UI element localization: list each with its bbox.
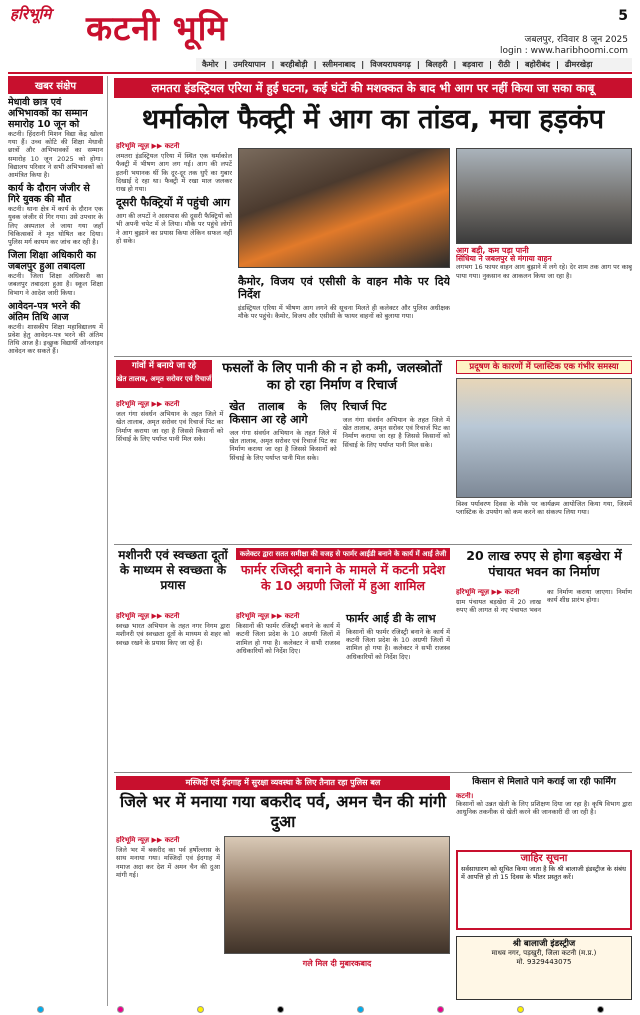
lead-body-4: लगभग 16 फायर वाहन आग बुझाने में लगे रहे। देर शाम तक आग पर काबू पाया गया। नुकसान का आकलन किया जा रहा है। bbox=[456, 263, 632, 280]
city-tag[interactable]: उमरियापान bbox=[233, 60, 266, 69]
cleanliness-text: स्वच्छ भारत अभियान के तहत नगर निगम द्वारा मशीनरी एवं स्वच्छता दूतों के माध्यम से शहर को स्वच्छ रखने के प्रयास किए जा रहे हैं। bbox=[116, 622, 230, 647]
lead-body-2: आग की लपटों ने आसपास की दूसरी फैक्ट्रियों को भी अपनी चपेट में ले लिया। मौके पर पहुंचे लोगों ने आग बुझाने का प्रयास किया लेकिन सफल नहीं हो सके। bbox=[116, 212, 232, 245]
farming-body bbox=[456, 792, 632, 846]
lead-story-col1 bbox=[116, 142, 232, 352]
photo-caption: आग बड़ी, कम पड़ा पानी bbox=[456, 246, 529, 255]
water-body: जल गंगा संवर्धन अभियान के तहत जिले में खेत तालाब, अमृत सरोवर एवं रिचार्ज पिट का निर्माण कराया जा रहा है जिससे किसानों को सिंचाई के लिए पर्याप्त पानी मिल सके। bbox=[116, 410, 224, 443]
brief-item bbox=[8, 301, 103, 356]
divider bbox=[114, 772, 632, 773]
divider bbox=[114, 544, 632, 545]
brief-title: मेधावी छात्र एवं अभिभावकों का सम्मान समारोह 10 जून को bbox=[8, 97, 88, 130]
fire-photo bbox=[238, 148, 450, 268]
water-body-2: जल गंगा संवर्धन अभियान के तहत जिले में खेत तालाब, अमृत सरोवर एवं रिचार्ज पिट का निर्माण कराया जा रहा है जिससे किसानों को सिंचाई के लिए पर्याप्त पानी मिल सके। bbox=[229, 429, 337, 462]
news-brief-column bbox=[8, 76, 108, 1006]
brief-item bbox=[8, 97, 103, 179]
bakrid-text: जिले भर में बकरीद का पर्व हर्षोल्लास के साथ मनाया गया। मस्जिदों एवं ईदगाह में नमाज अदा कर देश में अमन चैन की दुआ मांगी गई। bbox=[116, 846, 220, 879]
panchayat-text: ग्राम पंचायत बड़खेरा में 20 लाख रुपए की लागत से नए पंचायत भवन का निर्माण कराया जाएगा। निर्माण कार्य शीघ्र प्रारंभ होगा। bbox=[456, 588, 632, 615]
farming-headline[interactable]: किसान से मिलाते पाने कराई जा रही फार्मिंग bbox=[472, 777, 616, 787]
farming-text: किसानों को उन्नत खेती के लिए प्रशिक्षण दिया जा रहा है। कृषि विभाग द्वारा आधुनिक तकनीक से खेती करने की जानकारी दी जा रही है। bbox=[456, 800, 632, 817]
farmer-subhead: फार्मर आई डी के लाभ bbox=[346, 612, 436, 625]
brief-title: आवेदन-पत्र भरने की अंतिम तिथि आज bbox=[8, 300, 81, 323]
magenta-dot bbox=[437, 1006, 444, 1013]
registration-marks bbox=[0, 1004, 640, 1015]
ad-line2: मो. 9329443075 bbox=[516, 958, 572, 966]
lead-strap: लमतरा इंडस्ट्रियल एरिया में हुई घटना, कई घंटों की मशक्कत के बाद भी आग पर नहीं किया जा सका काबू bbox=[114, 78, 632, 98]
public-notice bbox=[456, 850, 632, 930]
cyan-dot bbox=[357, 1006, 364, 1013]
farmer-tag: कलेक्टर द्वारा सतत समीक्षा की वजह से फार्मर आईडी बनाने के कार्य में आई तेजी bbox=[236, 548, 450, 560]
city-tag[interactable]: बरहीबोड़ी bbox=[280, 60, 308, 69]
advertisement[interactable] bbox=[456, 936, 632, 1000]
brief-body: कटनी। हिंदरानी मिशन विद्या केंद्र खोला गया हैं। उच्च कोटि की शिक्षा मेधावी छात्रों और अभिभावकों का सम्मान समारोह 10 जून 2025 को होगा। विद्यालय परिवार ने सभी अभिभावकों को आमंत्रित किया है। bbox=[8, 130, 103, 180]
cleanliness-headline[interactable]: मशीनरी एवं स्वच्छता दूतों के माध्यम से स्वच्छता के प्रयास bbox=[118, 548, 228, 592]
black-dot bbox=[277, 1006, 284, 1013]
ad-title: श्री बालाजी इंडस्ट्रीज bbox=[512, 939, 576, 949]
city-tag[interactable]: रीठी bbox=[497, 60, 511, 69]
ad-line1: माधव नगर, पड़खुरी, जिला कटनी (म.प्र.) bbox=[491, 949, 597, 957]
city-tag[interactable]: कैमोर bbox=[202, 60, 219, 69]
panchayat-headline[interactable]: 20 लाख रुपए से होगा बड़खेरा में पंचायत भवन का निर्माण bbox=[466, 548, 622, 579]
brief-title: जिला शिक्षा अधिकारी का जबलपुर हुआ तबादला bbox=[8, 250, 96, 273]
city-tag[interactable]: ढीमरखेड़ा bbox=[564, 60, 593, 69]
brief-body: कटनी। थाना क्षेत्र में कार्य के दौरान एक युवक जंजीर से गिर गया। उसे उपचार के लिए अस्पताल ले जाया गया जहाँ चिकित्सकों ने मृत घोषित कर दिया। पुलिस मर्ग कायम कर जांच कर रही है। bbox=[8, 205, 103, 247]
city-tag[interactable]: बड़वारा bbox=[462, 60, 484, 69]
farmer-text: किसानों की फार्मर रजिस्ट्री बनाने के कार्य में कटनी जिला प्रदेश के 10 अग्रणी जिलों में शामिल हो गया है। कलेक्टर ने सभी राजस्व अधिकारियों को निर्देश दिए। bbox=[236, 622, 340, 655]
yellow-dot bbox=[197, 1006, 204, 1013]
paper-title: कटनी भूमि bbox=[86, 9, 228, 49]
black-dot bbox=[597, 1006, 604, 1013]
lead-subhead-2: कैमोर, विजय एवं एसीसी के वाहन मौके पर दिये निर्देश bbox=[238, 275, 450, 301]
plastic-caption bbox=[456, 500, 632, 540]
brief-body: कटनी। जिला शिक्षा अधिकारी का जबलपुर तबादला हुआ है। स्कूल शिक्षा विभाग ने आदेश जारी किया। bbox=[8, 272, 103, 297]
cleanliness-byline: हरिभूमि न्यूज़ ▶▶ कटनी bbox=[116, 612, 180, 620]
farmer-body bbox=[236, 612, 450, 770]
brief-item bbox=[8, 183, 103, 246]
water-story-body bbox=[116, 400, 450, 540]
cleanliness-body bbox=[116, 612, 230, 770]
city-tag[interactable]: बहोरीबंद bbox=[524, 60, 551, 69]
website-link[interactable]: login : www.haribhoomi.com bbox=[500, 46, 628, 56]
lead-headline[interactable]: थर्माकोल फैक्ट्री में आग का तांडव, मचा हड़कंप bbox=[141, 104, 605, 135]
bakrid-photo-caption: गले मिल दी मुबारकबाद bbox=[302, 959, 372, 968]
masthead bbox=[0, 0, 640, 64]
plastic-headline[interactable]: प्रदूषण के कारणों में प्लास्टिक एक गंभीर समस्या bbox=[456, 360, 632, 374]
city-tag[interactable]: विजयराघवगढ़ bbox=[370, 60, 411, 69]
bakrid-byline: हरिभूमि न्यूज़ ▶▶ कटनी bbox=[116, 836, 180, 844]
farming-byline: कटनी। bbox=[456, 792, 474, 800]
city-bar: कैमोर | उमरियापान | बरहीबोड़ी | स्लीमनाबाद | विजयराघवगढ़ | बिलहरी | बड़वारा | रीठी | बहोरीबंद | ढीमरखेड़ा bbox=[196, 58, 632, 71]
farmer-byline: हरिभूमि न्यूज़ ▶▶ कटनी bbox=[236, 612, 300, 620]
page-number: 5 bbox=[618, 8, 628, 24]
lead-subhead-1: दूसरी फैक्ट्रियों में पहुंची आग bbox=[116, 196, 230, 210]
water-byline: हरिभूमि न्यूज़ ▶▶ कटनी bbox=[116, 400, 180, 408]
divider bbox=[114, 356, 632, 357]
yellow-dot bbox=[517, 1006, 524, 1013]
lead-story-col2 bbox=[238, 272, 450, 352]
lead-story-col3 bbox=[456, 148, 632, 348]
panchayat-body bbox=[456, 588, 632, 770]
bakrid-photo bbox=[224, 836, 450, 954]
brief-item bbox=[8, 250, 103, 297]
notice-body: सर्वसाधारण को सूचित किया जाता है कि श्री बालाजी इंडस्ट्रीज के संबंध में आपत्ति हो तो 15 दिवस के भीतर प्रस्तुत करें। bbox=[461, 865, 626, 882]
bakrid-body bbox=[116, 836, 220, 1001]
bakrid-headline[interactable]: जिले भर में मनाया गया बकरीद पर्व, अमन चैन की मांगी दुआ bbox=[119, 792, 447, 831]
water-tag bbox=[116, 360, 212, 396]
notice-title: जाहिर सूचना bbox=[520, 853, 568, 864]
water-tag-line1: गांवों में बनाये जा रहे bbox=[131, 361, 197, 371]
water-subhead-2: रिचार्ज पिट bbox=[342, 400, 387, 413]
fire-photo-2 bbox=[456, 148, 632, 244]
brand-logo: हरिभूमि bbox=[10, 5, 52, 23]
brief-body: कटनी। शासकीय शिक्षा महाविद्यालय में प्रवेश हेतु आवेदन-पत्र भरने की अंतिम तिथि आज है। इच्छुक विद्यार्थी ऑनलाइन आवेदन कर सकते हैं। bbox=[8, 322, 103, 356]
lead-byline: हरिभूमि न्यूज़ ▶▶ कटनी bbox=[116, 142, 180, 150]
brief-column-head: खबर संक्षेप bbox=[8, 76, 103, 94]
farmer-headline[interactable]: फार्मर रजिस्ट्री बनाने के मामले में कटनी प्रदेश के 10 अग्रणी जिलों में हुआ शामिल bbox=[240, 562, 446, 593]
water-tag-line2: खेत तालाब, अमृत सरोवर एवं रिचार्ज पिट bbox=[116, 375, 212, 396]
plastic-caption-text: विश्व पर्यावरण दिवस के मौके पर कार्यक्रम आयोजित किया गया, जिसमें प्लास्टिक के उपयोग को कम करने का संकल्प लिया गया। bbox=[456, 500, 632, 517]
brief-title: कार्य के दौरान जंजीर से गिरे युवक की मौत bbox=[8, 183, 90, 206]
bakrid-tag: मस्जिदों एवं ईदगाह में सुरक्षा व्यवस्था के लिए तैनात रहा पुलिस बल bbox=[116, 776, 450, 790]
city-tag[interactable]: स्लीमनाबाद bbox=[322, 60, 356, 69]
dateline: जबलपुर, रविवार 8 जून 2025 bbox=[524, 35, 628, 45]
water-headline[interactable]: फसलों के लिए पानी की न हो कमी, जलस्त्रोतों का हो रहा निर्माण व रिचार्ज bbox=[222, 361, 442, 393]
event-photo bbox=[456, 378, 632, 498]
city-tag[interactable]: बिलहरी bbox=[425, 60, 448, 69]
lead-body-3: इंडस्ट्रियल एरिया में भीषण आग लगने की सूचना मिलते ही कलेक्टर और पुलिस अधीक्षक मौके पर पहुंचे। कैमोर, विजय और एसीसी के फायर वाहनों को बुलाया गया। bbox=[238, 304, 450, 321]
cyan-dot bbox=[37, 1006, 44, 1013]
panchayat-byline: हरिभूमि न्यूज़ ▶▶ कटनी bbox=[456, 588, 520, 596]
photo-caption-2: सिंधिया ने जबलपुर से मंगाया वाहन bbox=[456, 254, 552, 264]
lead-body-1: लमतरा इंडस्ट्रियल एरिया में स्थित एक थर्माकोल फैक्ट्री में भीषण आग लग गई। आग की लपटें इतनी भयानक थीं कि दूर-दूर तक धुएँ का गुबार दिखाई दे रहा था। फैक्ट्री में रखा माल जलकर राख हो गया। bbox=[116, 152, 232, 194]
magenta-dot bbox=[117, 1006, 124, 1013]
top-rule bbox=[8, 72, 632, 74]
farmer-text-2: किसानों की फार्मर रजिस्ट्री बनाने के कार्य में कटनी जिला प्रदेश के 10 अग्रणी जिलों में शामिल हो गया है। कलेक्टर ने सभी राजस्व अधिकारियों को निर्देश दिए। bbox=[346, 628, 450, 661]
water-subhead: खेत तालाब के लिए किसान आ रहे आगे bbox=[229, 400, 337, 426]
water-body-3: जल गंगा संवर्धन अभियान के तहत जिले में खेत तालाब, अमृत सरोवर एवं रिचार्ज पिट का निर्माण कराया जा रहा है जिससे किसानों को सिंचाई के लिए पर्याप्त पानी मिल सके। bbox=[342, 416, 450, 449]
